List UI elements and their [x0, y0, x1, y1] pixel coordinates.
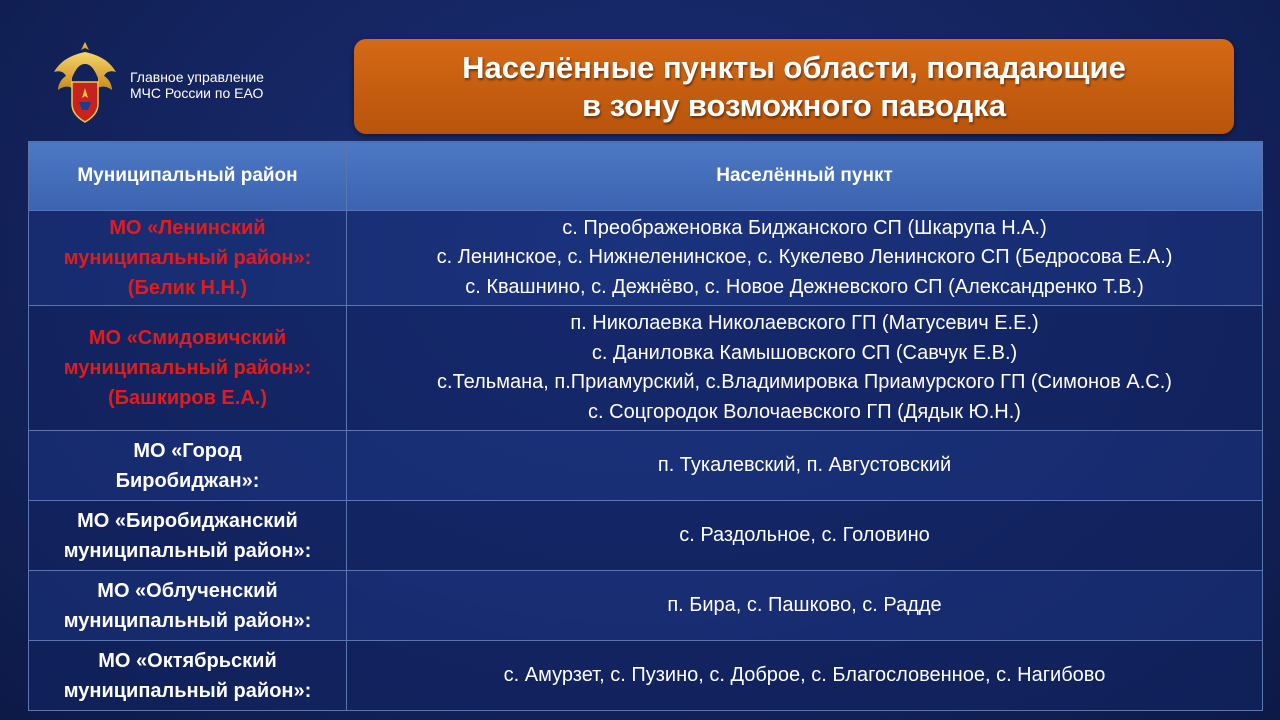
district-line: (Белик Н.Н.): [127, 277, 248, 299]
district-cell: [29, 571, 347, 641]
table-row: [29, 211, 1263, 306]
table-row: [29, 571, 1263, 641]
settlement-line: с. Ленинское, с. Нижнеленинское, с. Кукелево Ленинского СП (Бедросова Е.А.): [436, 246, 1173, 269]
district-line: МО «Октябрьский: [98, 649, 277, 672]
district-line: МО «Облученский: [97, 579, 278, 602]
column-header-district: Муниципальный район: [29, 142, 347, 211]
settlement-line: с.Тельмана, п.Приамурский, с.Владимировка Приамурского ГП (Симонов А.С.): [437, 371, 1172, 393]
district-line: МО «Город: [133, 439, 242, 462]
settlements-cell: [347, 211, 1263, 306]
table-row: [29, 306, 1263, 431]
slide-title-line: Населённые пункты области, попадающие: [462, 49, 1126, 85]
district-cell: [29, 211, 347, 306]
slide-title-line: в зону возможного паводка: [582, 87, 1006, 123]
district-cell: [29, 306, 347, 431]
organization-line: МЧС России по ЕАО: [130, 85, 264, 101]
settlements-cell: [347, 501, 1263, 571]
district-line: муниципальный район»:: [63, 609, 312, 632]
district-line: муниципальный район»:: [63, 539, 312, 562]
settlement-line: с. Квашнино, с. Дежнёво, с. Новое Дежневского СП (Александренко Т.В.): [465, 275, 1144, 298]
settlement-line: п. Бира, с. Пашково, с. Радде: [667, 593, 942, 616]
slide-title-box: [354, 39, 1234, 134]
settlement-line: с. Раздольное, с. Головино: [679, 523, 930, 546]
district-line: МО «Ленинский: [109, 217, 266, 239]
settlement-line: п. Николаевка Николаевского ГП (Матусевич Е.Е.): [570, 312, 1039, 334]
table-row: [29, 431, 1263, 501]
table-header-row: [29, 142, 1263, 211]
district-cell: [29, 431, 347, 501]
settlements-cell: [347, 431, 1263, 501]
settlement-line: с. Амурзет, с. Пузино, с. Доброе, с. Благословенное, с. Нагибово: [503, 663, 1106, 686]
settlements-cell: [347, 306, 1263, 431]
district-cell: [29, 641, 347, 711]
column-header-settlement: Населённый пункт: [347, 142, 1263, 211]
district-line: (Башкиров Е.А.): [108, 387, 267, 409]
settlement-line: п. Тукалевский, п. Августовский: [657, 453, 952, 476]
settlement-line: с. Соцгородок Волочаевского ГП (Дядык Ю.Н.): [588, 400, 1021, 423]
district-line: МО «Смидовичский: [88, 327, 287, 349]
settlement-line: с. Преображеновка Биджанского СП (Шкарупа Н.А.): [562, 216, 1047, 239]
organization-line: Главное управление: [130, 69, 264, 85]
district-line: МО «Биробиджанский: [77, 509, 298, 532]
flood-zone-table: [28, 141, 1263, 711]
district-line: муниципальный район»:: [63, 247, 312, 269]
district-line: Биробиджан»:: [115, 469, 260, 492]
settlement-line: с. Даниловка Камышовского СП (Савчук Е.В.): [591, 341, 1018, 364]
district-cell: [29, 501, 347, 571]
district-line: муниципальный район»:: [63, 679, 312, 702]
district-line: муниципальный район»:: [63, 357, 312, 379]
settlements-cell: [347, 641, 1263, 711]
organization-name: [130, 69, 264, 101]
settlements-cell: [347, 571, 1263, 641]
emercom-emblem-icon: [52, 38, 118, 124]
table-row: [29, 501, 1263, 571]
table-row: [29, 641, 1263, 711]
